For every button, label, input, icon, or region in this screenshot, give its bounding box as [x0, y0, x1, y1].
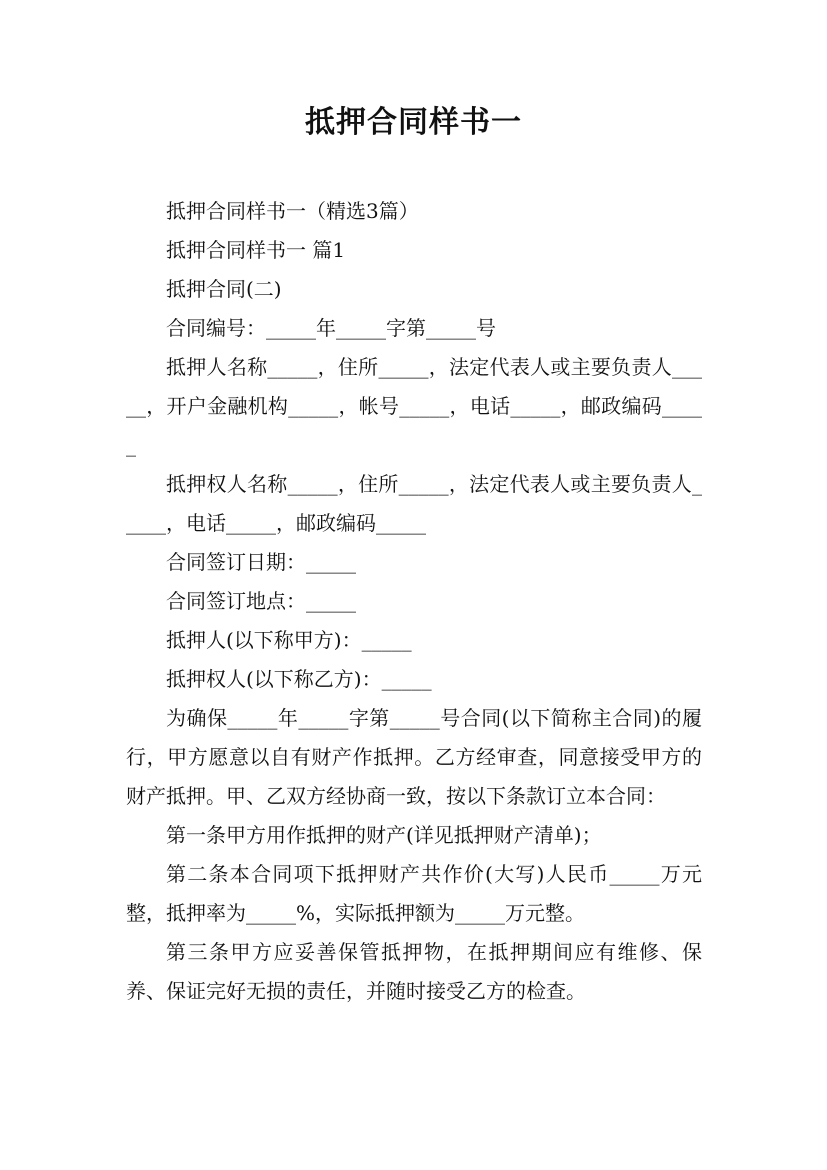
- paragraph-article-3: 第三条甲方应妥善保管抵押物，在抵押期间应有维修、保养、保证完好无损的责任，并随时接受乙方的检查。: [126, 940, 702, 1003]
- paragraph-mortgagor-info: 抵押人名称_____，住所_____，法定代表人或主要负责人_____，开户金融机构_____，帐号_____，电话_____，邮政编码_____: [126, 355, 702, 457]
- paragraph-article-2: 第二条本合同项下抵押财产共作价(大写)人民币_____万元整，抵押率为_____%，实际抵押额为_____万元整。: [126, 862, 702, 925]
- paragraph-party-b: 抵押权人(以下称乙方)：_____: [166, 667, 432, 691]
- paragraph-contract-name: 抵押合同(二): [166, 277, 282, 301]
- paragraph-mortgagee-info: 抵押权人名称_____，住所_____，法定代表人或主要负责人_____，电话_____，邮政编码_____: [126, 472, 702, 535]
- paragraph-sign-place: 合同签订地点：_____: [166, 589, 356, 613]
- paragraph-party-a: 抵押人(以下称甲方)：_____: [166, 628, 412, 652]
- paragraph-article-1: 第一条甲方用作抵押的财产(详见抵押财产清单)；: [166, 823, 602, 847]
- document-title: 抵押合同样书一: [305, 105, 522, 140]
- paragraph-sign-date: 合同签订日期：_____: [166, 550, 356, 574]
- document-body: [126, 192, 702, 1011]
- paragraph-subtitle: 抵押合同样书一（精选3篇）: [166, 199, 419, 223]
- paragraph-preamble: 为确保_____年_____字第_____号合同(以下简称主合同)的履行，甲方愿意以自有财产作抵押。乙方经审查，同意接受甲方的财产抵押。甲、乙双方经协商一致，按以下条款订立本合同：: [126, 706, 702, 808]
- paragraph-contract-number: 合同编号：_____年_____字第_____号: [166, 316, 496, 340]
- paragraph-section-heading: 抵押合同样书一 篇1: [166, 238, 346, 262]
